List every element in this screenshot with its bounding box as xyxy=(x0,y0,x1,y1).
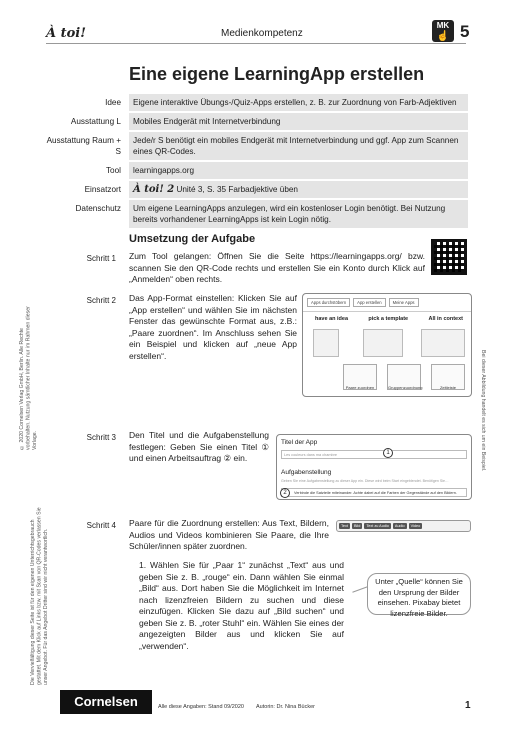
info-value: Um eigene LearningApps anzulegen, wird ein kostenloser Login benötigt. Bei Nutzung bereits vorhandener LearningApps ist kein Login nötig. xyxy=(129,200,468,228)
context-icon xyxy=(421,329,465,357)
info-value: learningapps.org xyxy=(129,162,468,179)
cornelsen-logo: Cornelsen xyxy=(60,690,152,714)
info-label: Einsatzort xyxy=(84,185,121,194)
screenshot-task-field: Verbinde die Satzteile miteinander. Achte dabei auf die Farben der Gegenstände auf den Bildern. xyxy=(281,488,467,497)
lightbulb-icon xyxy=(313,329,339,357)
usage-note: Die Vervielfältigung dieser Seite ist für den eigenen Unterrichtsgebrauch gestattet. Mit dem Klick auf Links bzw. mit Scan von QR-Codes verlassen Sie unser Angebot. Für das Angebot Dritter sind wir nicht verantwortlich. xyxy=(30,507,49,685)
info-value xyxy=(129,181,468,198)
info-row xyxy=(46,132,468,160)
screenshot-title-task xyxy=(276,434,472,500)
screenshot-task-label: Aufgabenstellung xyxy=(281,469,332,476)
media-button: Text zu Audio xyxy=(366,524,389,528)
template-icon xyxy=(363,329,403,357)
media-button: Bild xyxy=(353,524,361,528)
info-row xyxy=(46,94,468,111)
screenshot-app-format xyxy=(302,293,472,397)
book-reference: À toi! 2 xyxy=(133,184,175,195)
footer-stand: Alle diese Angaben: Stand 09/2020 xyxy=(158,704,244,710)
media-button: Video xyxy=(410,524,421,528)
info-row xyxy=(46,181,468,198)
screenshot-step: All in context xyxy=(428,316,463,322)
info-value: Eigene interaktive Übungs-/Quiz-Apps erstellen, z. B. zur Zuordnung von Farb-Adjektiven xyxy=(129,94,468,111)
step-text: Zum Tool gelangen: Öffnen Sie die Seite https://learningapps.org/ bzw. scannen Sie den QR-Code rechts und erstellen Sie ein Konto durch Klick auf „Anmelden“ oben rechts. xyxy=(129,251,425,284)
mk-badge xyxy=(432,20,454,42)
info-row xyxy=(46,162,468,179)
screenshot-card: Zeitleiste xyxy=(431,364,465,390)
step-label: Schritt 2 xyxy=(86,296,116,305)
brand-label: À toi! xyxy=(46,26,86,41)
info-label: Datenschutz xyxy=(75,204,121,213)
step-label: Schritt 3 xyxy=(86,433,116,442)
screenshot-step: pick a template xyxy=(368,316,409,322)
media-button: Text xyxy=(341,524,348,528)
step-label: Schritt 1 xyxy=(86,254,116,263)
screenshot-tab: Meine Apps xyxy=(389,298,419,307)
screenshot-card: Gruppenzuordnung xyxy=(387,364,421,390)
info-value: Mobiles Endgerät mit Internetverbindung xyxy=(129,113,468,130)
info-value-text: Unité 3, S. 35 Farbadjektive üben xyxy=(176,185,298,194)
page-footer xyxy=(60,690,474,714)
info-label: Tool xyxy=(105,166,121,175)
screenshot-card: Paare zuordnen xyxy=(343,364,377,390)
hand-icon: ☝ xyxy=(436,31,450,42)
footer-author: Autorin: Dr. Nina Bücker xyxy=(256,704,315,710)
marker-two-icon: 2 xyxy=(280,488,290,498)
screenshot-title-label: Titel der App xyxy=(281,439,318,446)
media-button: Audio xyxy=(394,524,405,528)
screenshot-steps xyxy=(303,312,471,322)
info-value: Jede/r S benötigt ein mobiles Endgerät mit Internetverbindung und ggf. App zum Scannen eines QR-Codes. xyxy=(129,132,468,160)
screenshot-cards xyxy=(343,364,465,390)
screenshot-tab: App erstellen xyxy=(353,298,385,307)
info-row xyxy=(46,113,468,130)
page-number: 1 xyxy=(465,700,471,711)
mk-badge-label: MK xyxy=(436,21,450,30)
copyright-note: © 2020 Cornelsen Verlag GmbH, Berlin. Alle Rechte vorbehalten. Nutzung sämtlicher Inhalte nur im Rahmen dieser Vorlage. xyxy=(19,306,38,450)
hint-bubble: Unter „Quelle“ können Sie den Ursprung der Bilder einsehen. Pixabay bietet lizenzfreie Bilder. xyxy=(367,573,471,615)
page-header xyxy=(46,22,466,44)
step-text: Das App-Format einstellen: Klicken Sie auf „App erstellen“ und wählen Sie im nächsten Fenster das gewünschte Format aus, z.B.: „Paare zuordnen“. Im Anschluss sehen Sie ein Beispiel und klicken auf „neue App erstellen“. xyxy=(129,293,297,361)
step-text: Paare für die Zuordnung erstellen: Aus Text, Bildern, Audios und Videos kombinieren Sie Paare, die Ihre Schüler/innen später zuordnen. xyxy=(129,518,329,551)
example-note: Bei dieser Abbildung handelt es sich um ein Beispiel. xyxy=(480,350,486,472)
info-table xyxy=(46,94,468,230)
media-button-bar xyxy=(336,520,471,532)
marker-one-icon: 1 xyxy=(383,448,393,458)
step-text: Den Titel und die Aufgabenstellung festlegen: Geben Sie einen Titel ① und einen Arbeitsauftrag ② ein. xyxy=(129,430,269,463)
info-row xyxy=(46,200,468,228)
screenshot-tab: Apps durchstöbern xyxy=(307,298,350,307)
page-title: Eine eigene LearningApp erstellen xyxy=(129,64,425,84)
screenshot-step: have an idea xyxy=(315,316,349,322)
step-label: Schritt 4 xyxy=(86,521,116,530)
screenshot-tabs xyxy=(303,294,471,312)
bubble-tail xyxy=(352,586,367,592)
unit-number: 5 xyxy=(460,22,470,41)
info-label: Idee xyxy=(105,98,121,107)
info-label: Ausstattung L xyxy=(70,117,121,126)
screenshot-task-hint: Geben Sie eine Aufgabenstellung zu dieser App ein. Diese wird beim Start eingeblendet. Benötigen Sie… xyxy=(281,479,449,483)
section-heading: Umsetzung der Aufgabe xyxy=(129,233,256,245)
info-label: Ausstattung Raum + S xyxy=(46,136,121,156)
step4-instruction: 1. Wählen Sie für „Paar 1“ zunächst „Text“ aus und geben Sie z. B. „rouge“ ein. Dann wählen Sie einmal „Bild“ aus. Dort haben Sie die Möglichkeit im Internet nach lizenzfreien Bildern zu suchen und diese einzufügen. Klicken Sie dazu auf „Bild suchen“ und geben Sie z. B. „roter Stuhl“ ein. Wählen Sie eines der angezeigten Bilder aus und klicken Sie auf „verwenden“. xyxy=(139,560,344,651)
qr-code[interactable] xyxy=(431,239,467,275)
section-label: Medienkompetenz xyxy=(221,28,303,39)
screenshot-title-field: Les couleurs dans ma chambre xyxy=(281,450,467,459)
